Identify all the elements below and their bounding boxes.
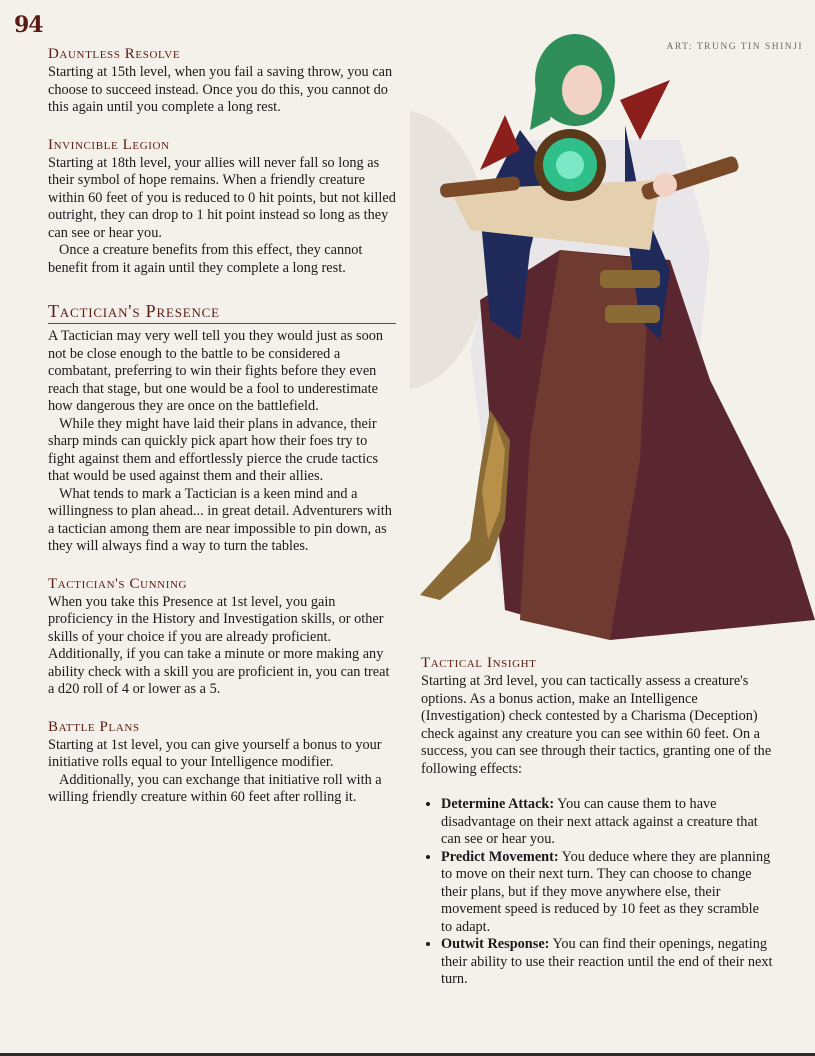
page-number: 94	[14, 12, 43, 38]
presence-paragraph-1: A Tactician may very well tell you they would just as soon not be close enough to the battle to be considered a combatant, preferring to win their fights before they even reach that stage, but one would be a fool to underestimate how dangerous they are once on the battlefield.	[48, 328, 384, 414]
insight-effects-list	[421, 796, 773, 989]
tactician-illustration	[410, 20, 815, 660]
dauntless-resolve-text: Starting at 15th level, when you fail a saving throw, you can choose to succeed instead. Once you do this, you cannot do this again until you complete a long rest.	[48, 64, 393, 115]
tacticians-cunning-section	[48, 574, 396, 699]
battle-plans-text: Starting at 1st level, you can give yourself a bonus to your initiative rolls equal to your Intelligence modifier.	[48, 736, 382, 770]
battle-plans-heading: Battle Plans	[48, 718, 140, 735]
invincible-legion-heading: Invincible Legion	[48, 136, 170, 153]
battle-plans-text-2: Additionally, you can exchange that initiative roll with a willing friendly creature within 60 feet after rolling it.	[48, 771, 382, 805]
tacticians-presence-section	[48, 299, 396, 556]
presence-paragraph-3: What tends to mark a Tactician is a keen mind and a willingness to plan ahead... in great detail. Adventurers with a tactician among them are near impossible to pin down, as they will always find a way to turn the tables.	[48, 485, 392, 554]
battle-plans-section	[48, 717, 396, 807]
invincible-legion-section	[48, 135, 396, 278]
presence-paragraph-2: While they might have laid their plans in advance, their sharp minds can quickly pick apart how their foes try to fight against them and effortlessly pierce the crude tactics that would be used against them and their allies.	[48, 415, 379, 484]
tactical-insight-text: Starting at 3rd level, you can tactically assess a creature's options. As a bonus action, make an Intelligence (Investigation) check contested by a Charisma (Deception) check against any creature you can see within 60 feet. On a success, you can see through their tactics, granting one of the following effects:	[421, 673, 772, 777]
dauntless-resolve-heading: Dauntless Resolve	[48, 46, 181, 62]
bullet-label: Determine Attack:	[441, 796, 555, 812]
bullet-text: You can cause them to have disadvantage on their next attack against a creature that can see or hear you.	[441, 796, 758, 847]
tacticians-cunning-text: When you take this Presence at 1st level, you gain proficiency in the History and Investigation skills, or other skills of your choice if you are already proficient. Additionally, if you can take a minute or more making any ability check with a skill you are proficient in, you can treat a d20 roll of 4 or lower as a 5.	[48, 593, 390, 697]
right-column	[421, 653, 773, 989]
tacticians-presence-heading: Tactician's Presence	[48, 299, 396, 324]
list-item	[441, 849, 773, 937]
bullet-text: You deduce where they are planning to move on their next turn. They can choose to change their plans, but if they move anywhere else, their movement speed is reduced by 10 feet as they scramble to adapt.	[441, 848, 771, 935]
list-item	[441, 936, 773, 989]
invincible-legion-text-2: Once a creature benefits from this effect, they cannot benefit from it again until they complete a long rest.	[48, 242, 363, 276]
art-credit: ART: TRUNG TIN SHINJI	[666, 42, 803, 52]
tacticians-cunning-heading: Tactician's Cunning	[48, 575, 188, 592]
dauntless-resolve-section	[48, 44, 396, 117]
bullet-label: Predict Movement:	[441, 848, 559, 865]
invincible-legion-text: Starting at 18th level, your allies will never fall so long as their symbol of hope remains. When a friendly creature within 60 feet of you is reduced to 0 hit points, but not killed outright, they can drop to 1 hit point instead so long as they can see or hear you.	[48, 154, 396, 241]
list-item	[441, 796, 773, 849]
left-column	[48, 44, 396, 825]
tactical-insight-heading: Tactical Insight	[421, 655, 537, 671]
bullet-label: Outwit Response:	[441, 936, 550, 952]
bullet-text: You can find their openings, negating their ability to use their reaction until the end of their next turn.	[441, 936, 773, 987]
